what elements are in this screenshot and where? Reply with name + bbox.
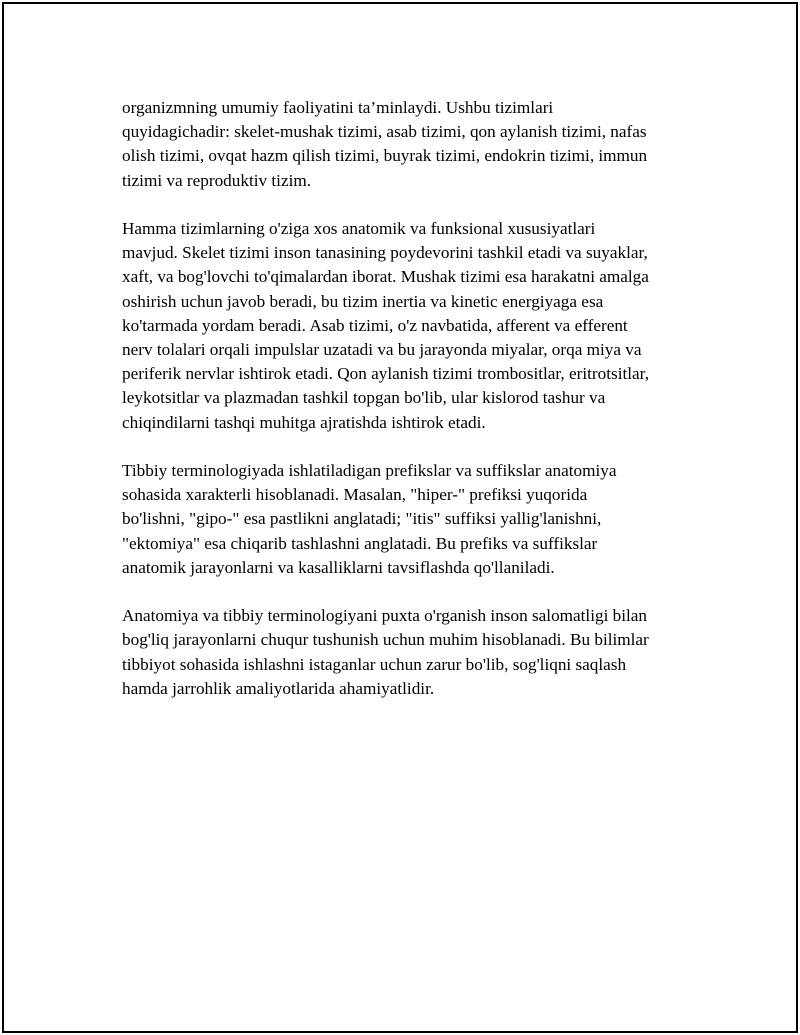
- paragraph-2: [122, 217, 702, 435]
- text-line: Tibbiy terminologiyada ishlatiladigan prefikslar va suffikslar anatomiya: [122, 461, 617, 481]
- text-line: mavjud. Skelet tizimi inson tanasining poydevorini tashkil etadi va suyaklar,: [122, 243, 648, 263]
- text-line: ko'tarmada yordam beradi. Asab tizimi, o'z navbatida, afferent va efferent: [122, 315, 628, 335]
- text-line: anatomik jarayonlarni va kasalliklarni tavsiflashda qo'llaniladi.: [122, 557, 555, 577]
- text-line: bog'liq jarayonlarni chuqur tushunish uchun muhim hisoblanadi. Bu bilimlar: [122, 630, 649, 650]
- text-line: tibbiyot sohasida ishlashni istaganlar uchun zarur bo'lib, sog'liqni saqlash: [122, 654, 627, 674]
- text-line: organizmning umumiy faoliyatini ta’minlaydi. Ushbu tizimlari: [122, 98, 554, 117]
- text-line: olish tizimi, ovqat hazm qilish tizimi, buyrak tizimi, endokrin tizimi, immun: [122, 146, 648, 166]
- text-line: oshirish uchun javob beradi, bu tizim inertia va kinetic energiyaga esa: [122, 291, 604, 311]
- text-line: leykotsitlar va plazmadan tashkil topgan bo'lib, ular kislorod tashur va: [122, 388, 606, 408]
- text-line: xaft, va bog'lovchi to'qimalardan iborat. Mushak tizimi esa harakatni amalga: [122, 267, 649, 287]
- document-body: [122, 96, 702, 701]
- text-line: tizimi va reproduktiv tizim.: [122, 170, 312, 190]
- text-line: hamda jarrohlik amaliyotlarida ahamiyatlidir.: [122, 678, 435, 698]
- paragraph-3: [122, 459, 702, 580]
- document-page: [2, 2, 798, 1033]
- text-line: Hamma tizimlarning o'ziga xos anatomik va funksional xususiyatlari: [122, 219, 596, 238]
- text-line: chiqindilarni tashqi muhitga ajratishda ishtirok etadi.: [122, 412, 486, 432]
- text-line: Anatomiya va tibbiy terminologiyani puxta o'rganish inson salomatligi bilan: [122, 606, 648, 626]
- text-line: nerv tolalari orqali impulslar uzatadi va bu jarayonda miyalar, orqa miya va: [122, 340, 642, 360]
- text-line: sohasida xarakterli hisoblanadi. Masalan, "hiper-" prefiksi yuqorida: [122, 485, 588, 505]
- text-line: bo'lishni, "gipo-" esa pastlikni anglatadi; "itis" suffiksi yallig'lanishni,: [122, 509, 602, 529]
- text-line: periferik nervlar ishtirok etadi. Qon aylanish tizimi trombositlar, eritrotsitlar,: [122, 364, 649, 384]
- text-line: "ektomiya" esa chiqarib tashlashni anglatadi. Bu prefiks va suffikslar: [122, 533, 598, 553]
- paragraph-1: [122, 96, 702, 193]
- paragraph-4: [122, 604, 702, 701]
- text-line: quyidagichadir: skelet-mushak tizimi, asab tizimi, qon aylanish tizimi, nafas: [122, 122, 647, 142]
